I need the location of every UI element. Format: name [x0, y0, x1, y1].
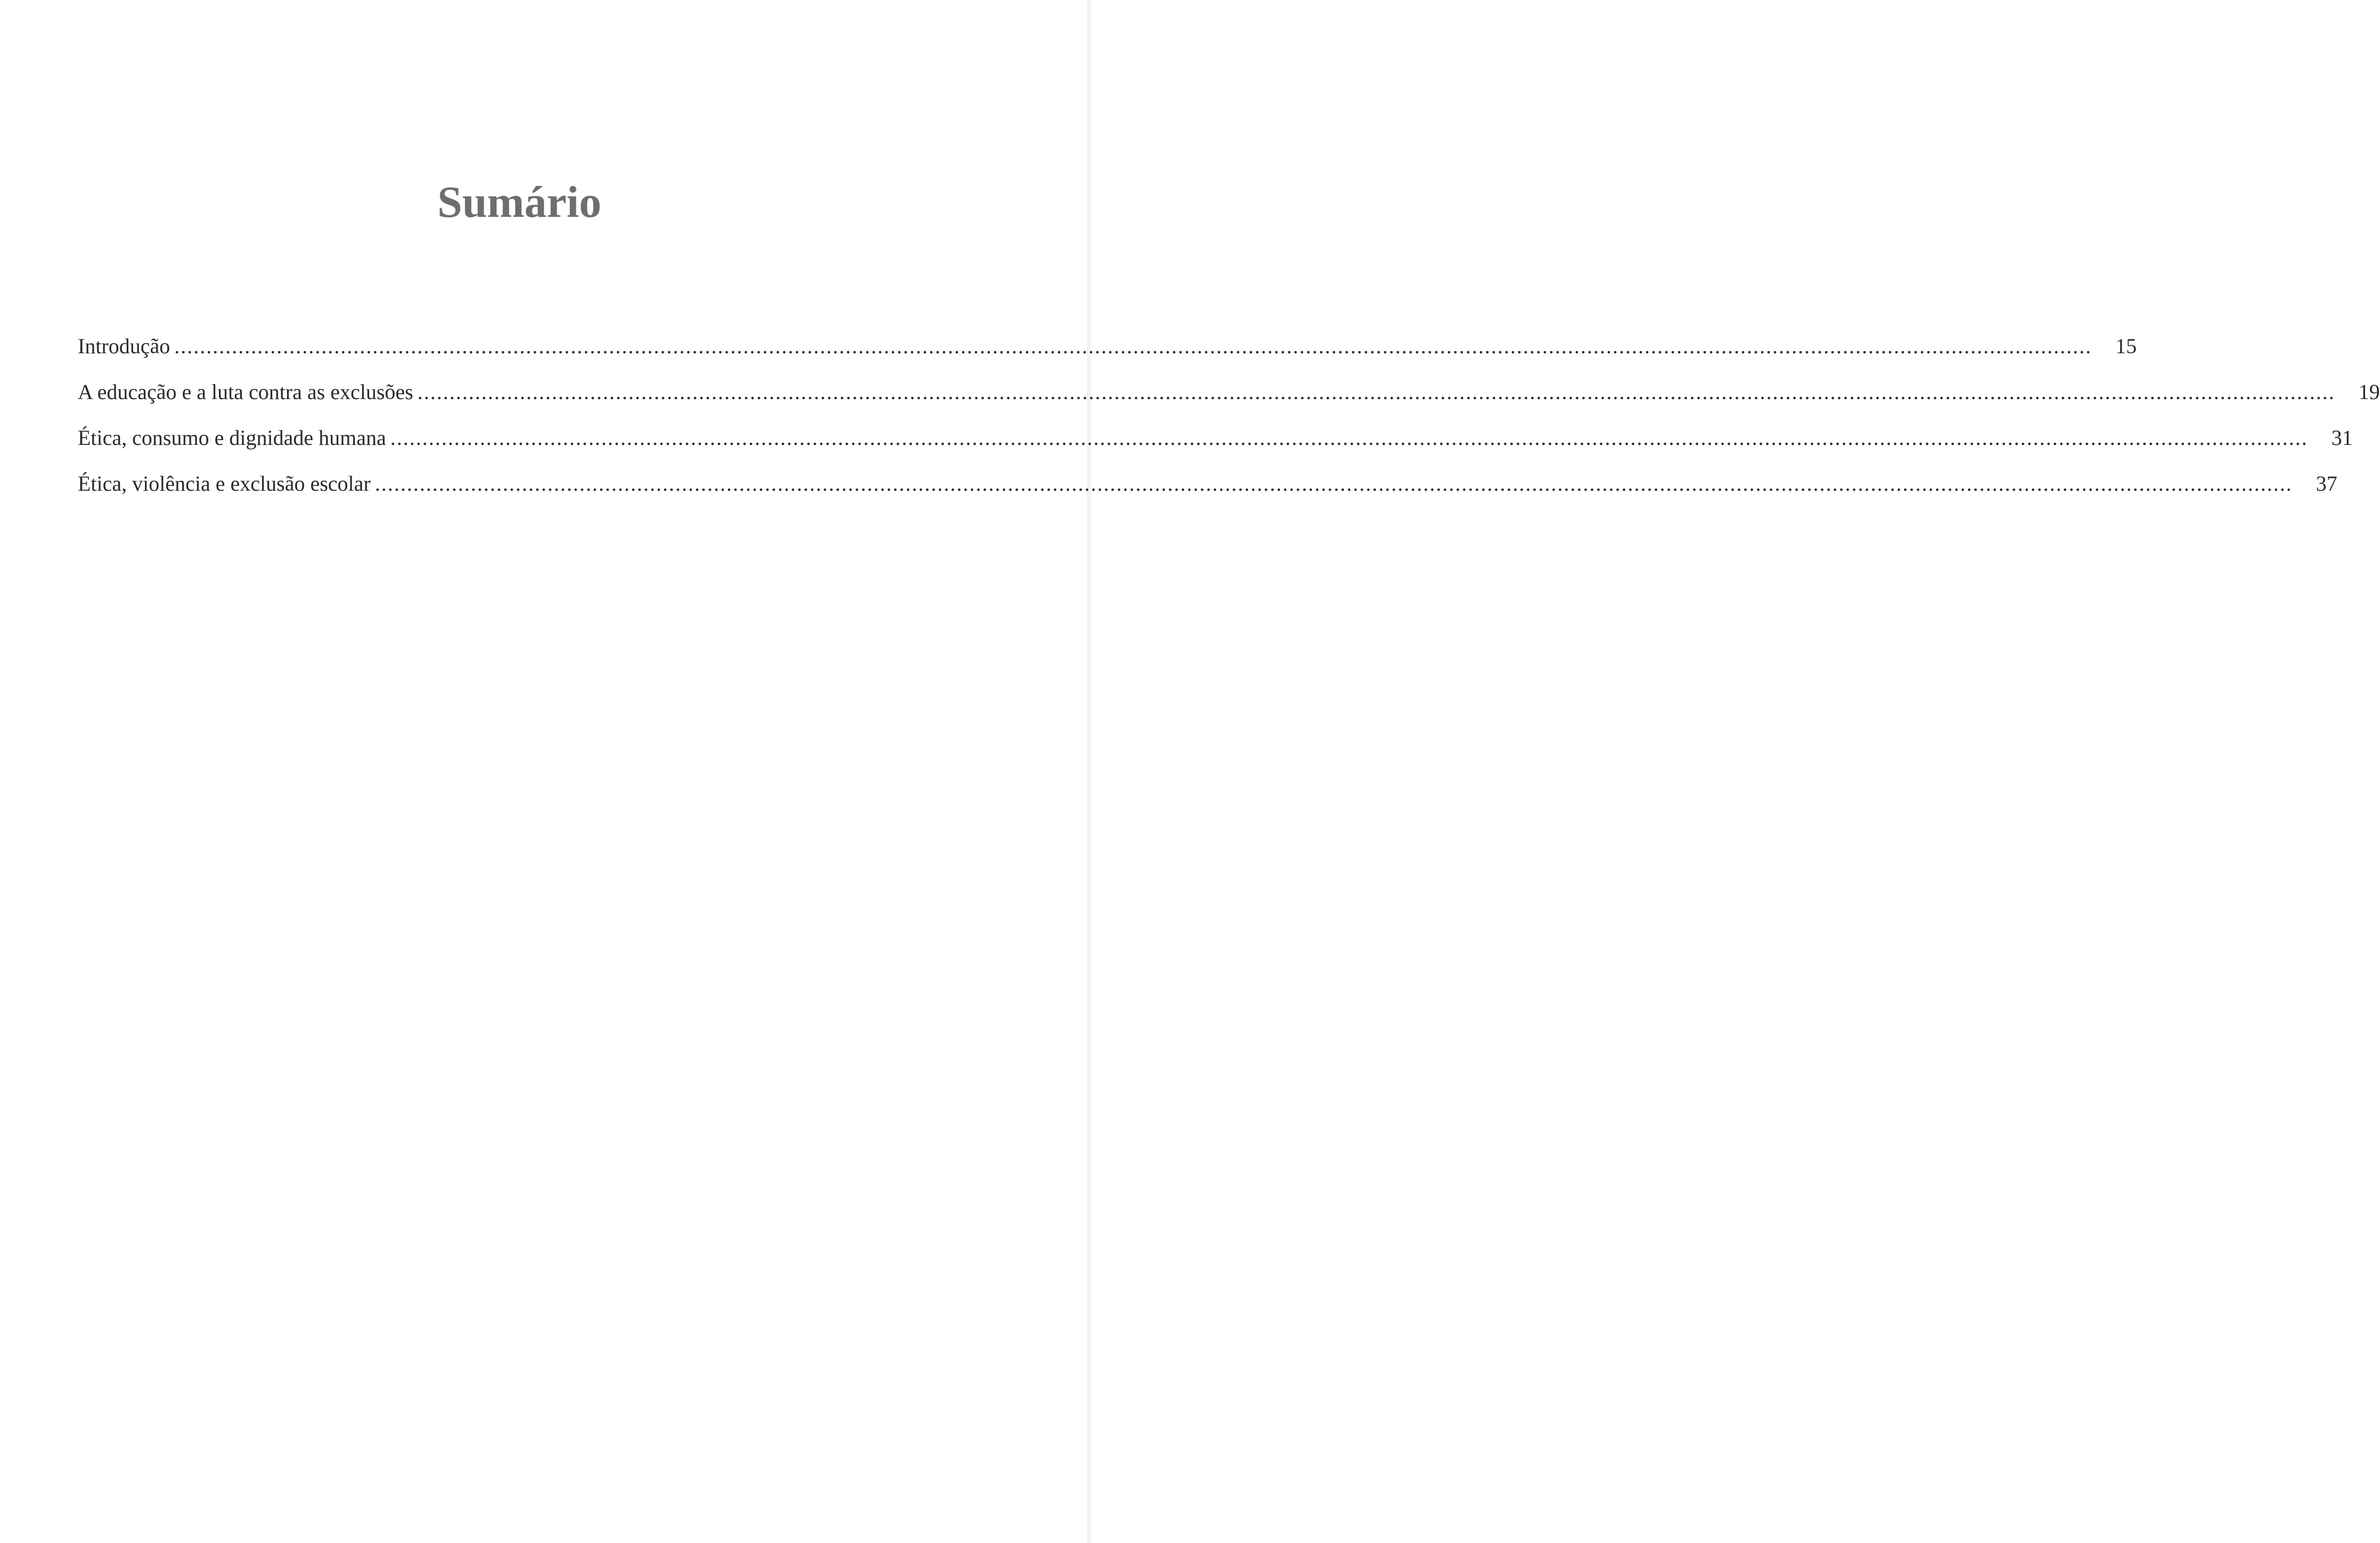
toc-entry-label: A educação e a luta contra as exclusões [78, 380, 413, 404]
dot-leader: ............................................................................................................................................................................................................................................................................................................ [174, 334, 2092, 358]
page-title: Sumário [437, 177, 602, 227]
dot-leader: ............................................................................................................................................................................................................................................................................................................ [374, 472, 2293, 496]
toc-entry-page: 15 [2115, 334, 2137, 358]
dot-leader: ............................................................................................................................................................................................................................................................................................................ [390, 426, 2308, 450]
toc-entry-etica-consumo[interactable] [78, 422, 2353, 468]
toc-entry-page: 37 [2316, 472, 2337, 496]
toc-entry-page: 19 [2358, 380, 2380, 404]
toc-entry-page: 31 [2331, 426, 2353, 450]
dot-leader: ............................................................................................................................................................................................................................................................................................................ [417, 380, 2335, 404]
toc-entry-label: Ética, consumo e dignidade humana [78, 426, 386, 450]
toc-entry-label: Introdução [78, 334, 170, 358]
toc-entry-label: Ética, violência e exclusão escolar [78, 472, 371, 496]
table-of-contents [78, 330, 2380, 514]
toc-entry-educacao-exclusoes[interactable] [78, 376, 2380, 422]
toc-entry-introducao[interactable] [78, 330, 2137, 376]
toc-entry-etica-violencia[interactable] [78, 468, 2337, 514]
page-edge [1087, 0, 1091, 1543]
